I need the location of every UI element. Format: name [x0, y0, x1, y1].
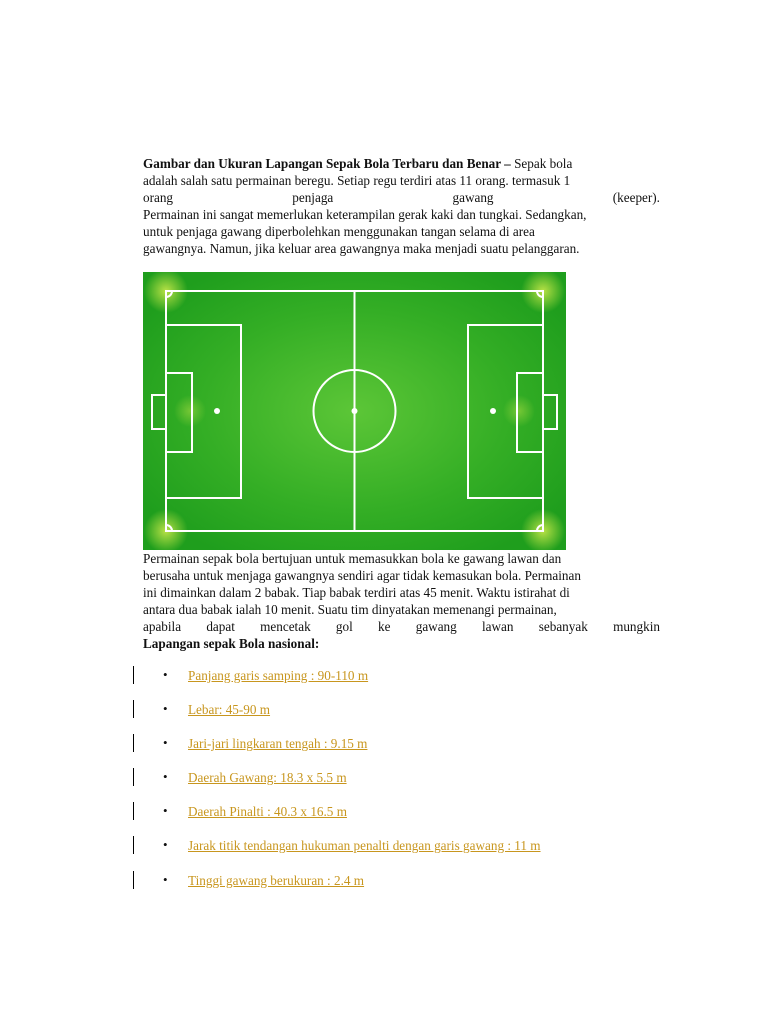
list-item-link[interactable]: Daerah Pinalti : 40.3 x 16.5 m	[188, 804, 347, 819]
left-penalty-spot	[214, 408, 220, 414]
bullet-icon: •	[163, 872, 168, 887]
second-word: mencetak	[260, 619, 311, 634]
list-item	[0, 869, 768, 893]
right-penalty-spot	[490, 408, 496, 414]
bullet-icon: •	[163, 837, 168, 852]
bullet-icon: •	[163, 701, 168, 716]
intro-line-5: untuk penjaga gawang diperbolehkan menggunakan tangan selama di area	[143, 224, 535, 239]
second-word: dapat	[206, 619, 235, 634]
bullet-icon: •	[163, 769, 168, 784]
second-word: gawang	[415, 619, 457, 634]
bullet-icon: •	[163, 735, 168, 750]
list-item	[0, 664, 768, 688]
bullet-icon: •	[163, 667, 168, 682]
second-word: lawan	[482, 619, 514, 634]
margin-marker	[133, 836, 134, 854]
list-item	[0, 800, 768, 824]
intro-word: orang	[143, 190, 174, 205]
article-title: Gambar dan Ukuran Lapangan Sepak Bola Terbaru dan Benar –	[143, 156, 511, 171]
list-item	[0, 834, 768, 858]
field-section-heading: Lapangan sepak Bola nasional:	[143, 636, 320, 651]
second-line-3: ini dimainkan dalam 2 babak. Tiap babak terdiri atas 45 menit. Waktu istirahat di	[143, 585, 570, 600]
list-item-link[interactable]: Tinggi gawang berukuran : 2.4 m	[188, 873, 365, 888]
list-item	[0, 766, 768, 790]
second-word: gol	[335, 619, 353, 634]
list-item-link[interactable]: Panjang garis samping : 90-110 m	[188, 668, 369, 683]
intro-word: penjaga	[292, 190, 334, 205]
margin-marker	[133, 768, 134, 786]
intro-line-3	[143, 189, 660, 206]
intro-word: (keeper).	[612, 190, 660, 205]
list-item-link[interactable]: Daerah Gawang: 18.3 x 5.5 m	[188, 770, 347, 785]
second-line-4: antara dua babak ialah 10 menit. Suatu tim dinyatakan memenangi permainan,	[143, 602, 557, 617]
margin-marker	[133, 700, 134, 718]
second-paragraph	[143, 550, 660, 652]
intro-line-6: gawangnya. Namun, jika keluar area gawangnya maka menjadi suatu pelanggaran.	[143, 241, 580, 256]
list-item	[0, 732, 768, 756]
second-line-1: Permainan sepak bola bertujuan untuk memasukkan bola ke gawang lawan dan	[143, 551, 562, 566]
soccer-field-diagram	[143, 272, 566, 550]
intro-word: gawang	[452, 190, 494, 205]
intro-title-rest: Sepak bola	[510, 156, 573, 171]
intro-line-2: adalah salah satu permainan beregu. Setiap regu terdiri atas 11 orang. termasuk 1	[143, 173, 571, 188]
intro-paragraph	[143, 155, 660, 257]
second-word: ke	[378, 619, 391, 634]
center-spot	[352, 408, 358, 414]
second-word: mungkin	[613, 619, 660, 634]
second-line-2: berusaha untuk menjaga gawangnya sendiri agar tidak kemasukan bola. Permainan	[143, 568, 581, 583]
second-word: sebanyak	[538, 619, 588, 634]
list-item	[0, 698, 768, 722]
intro-line-4: Permainan ini sangat memerlukan keterampilan gerak kaki dan tungkai. Sedangkan,	[143, 207, 587, 222]
margin-marker	[133, 666, 134, 684]
list-item-link[interactable]: Lebar: 45-90 m	[188, 702, 271, 717]
second-line-5	[143, 618, 660, 635]
bullet-icon: •	[163, 803, 168, 818]
margin-marker	[133, 734, 134, 752]
soccer-field-image	[143, 272, 566, 550]
list-item-link[interactable]: Jarak titik tendangan hukuman penalti dengan garis gawang : 11 m	[188, 838, 541, 853]
intro-line-1	[143, 155, 660, 172]
margin-marker	[133, 871, 134, 889]
margin-marker	[133, 802, 134, 820]
list-item-link[interactable]: Jari-jari lingkaran tengah : 9.15 m	[188, 736, 368, 751]
second-word: apabila	[143, 619, 182, 634]
